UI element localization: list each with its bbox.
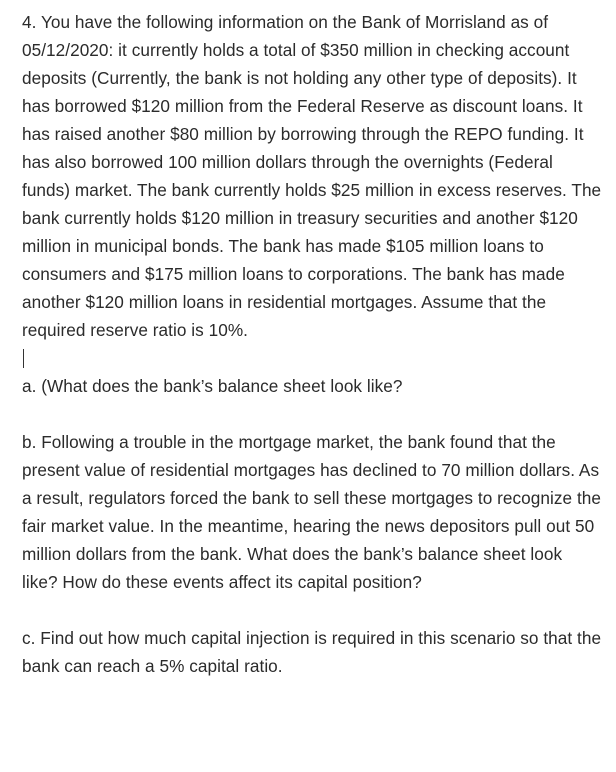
problem-document <box>22 8 602 680</box>
text-caret <box>23 349 24 368</box>
text-cursor-line[interactable] <box>22 344 602 372</box>
question-part-a: a. (What does the bank’s balance sheet look like? <box>22 376 403 396</box>
paragraph-spacer <box>22 596 602 624</box>
question-part-b: b. Following a trouble in the mortgage market, the bank found that the present value of residential mortgages has declined to 70 million dollars. As a result, regulators forced the bank to sell these mortgages to recognize the fair market value. In the meantime, hearing the news depositors pull out 50 million dollars from the bank. What does the bank’s balance sheet look like? How do these events affect its capital position? <box>22 432 602 592</box>
paragraph-spacer <box>22 400 602 428</box>
question-part-c: c. Find out how much capital injection is required in this scenario so that the bank can reach a 5% capital ratio. <box>22 628 602 676</box>
problem-intro: 4. You have the following information on the Bank of Morrisland as of 05/12/2020: it currently holds a total of $350 million in checking account deposits (Currently, the bank is not holding any other type of deposits). It has borrowed $120 million from the Federal Reserve as discount loans. It has raised another $80 million by borrowing through the REPO funding. It has also borrowed 100 million dollars through the overnights (Federal funds) market. The bank currently holds $25 million in excess reserves. The bank currently holds $120 million in treasury securities and another $120 million in municipal bonds. The bank has made $105 million loans to consumers and $175 million loans to corporations. The bank has made another $120 million loans in residential mortgages. Assume that the required reserve ratio is 10%. <box>22 12 602 340</box>
